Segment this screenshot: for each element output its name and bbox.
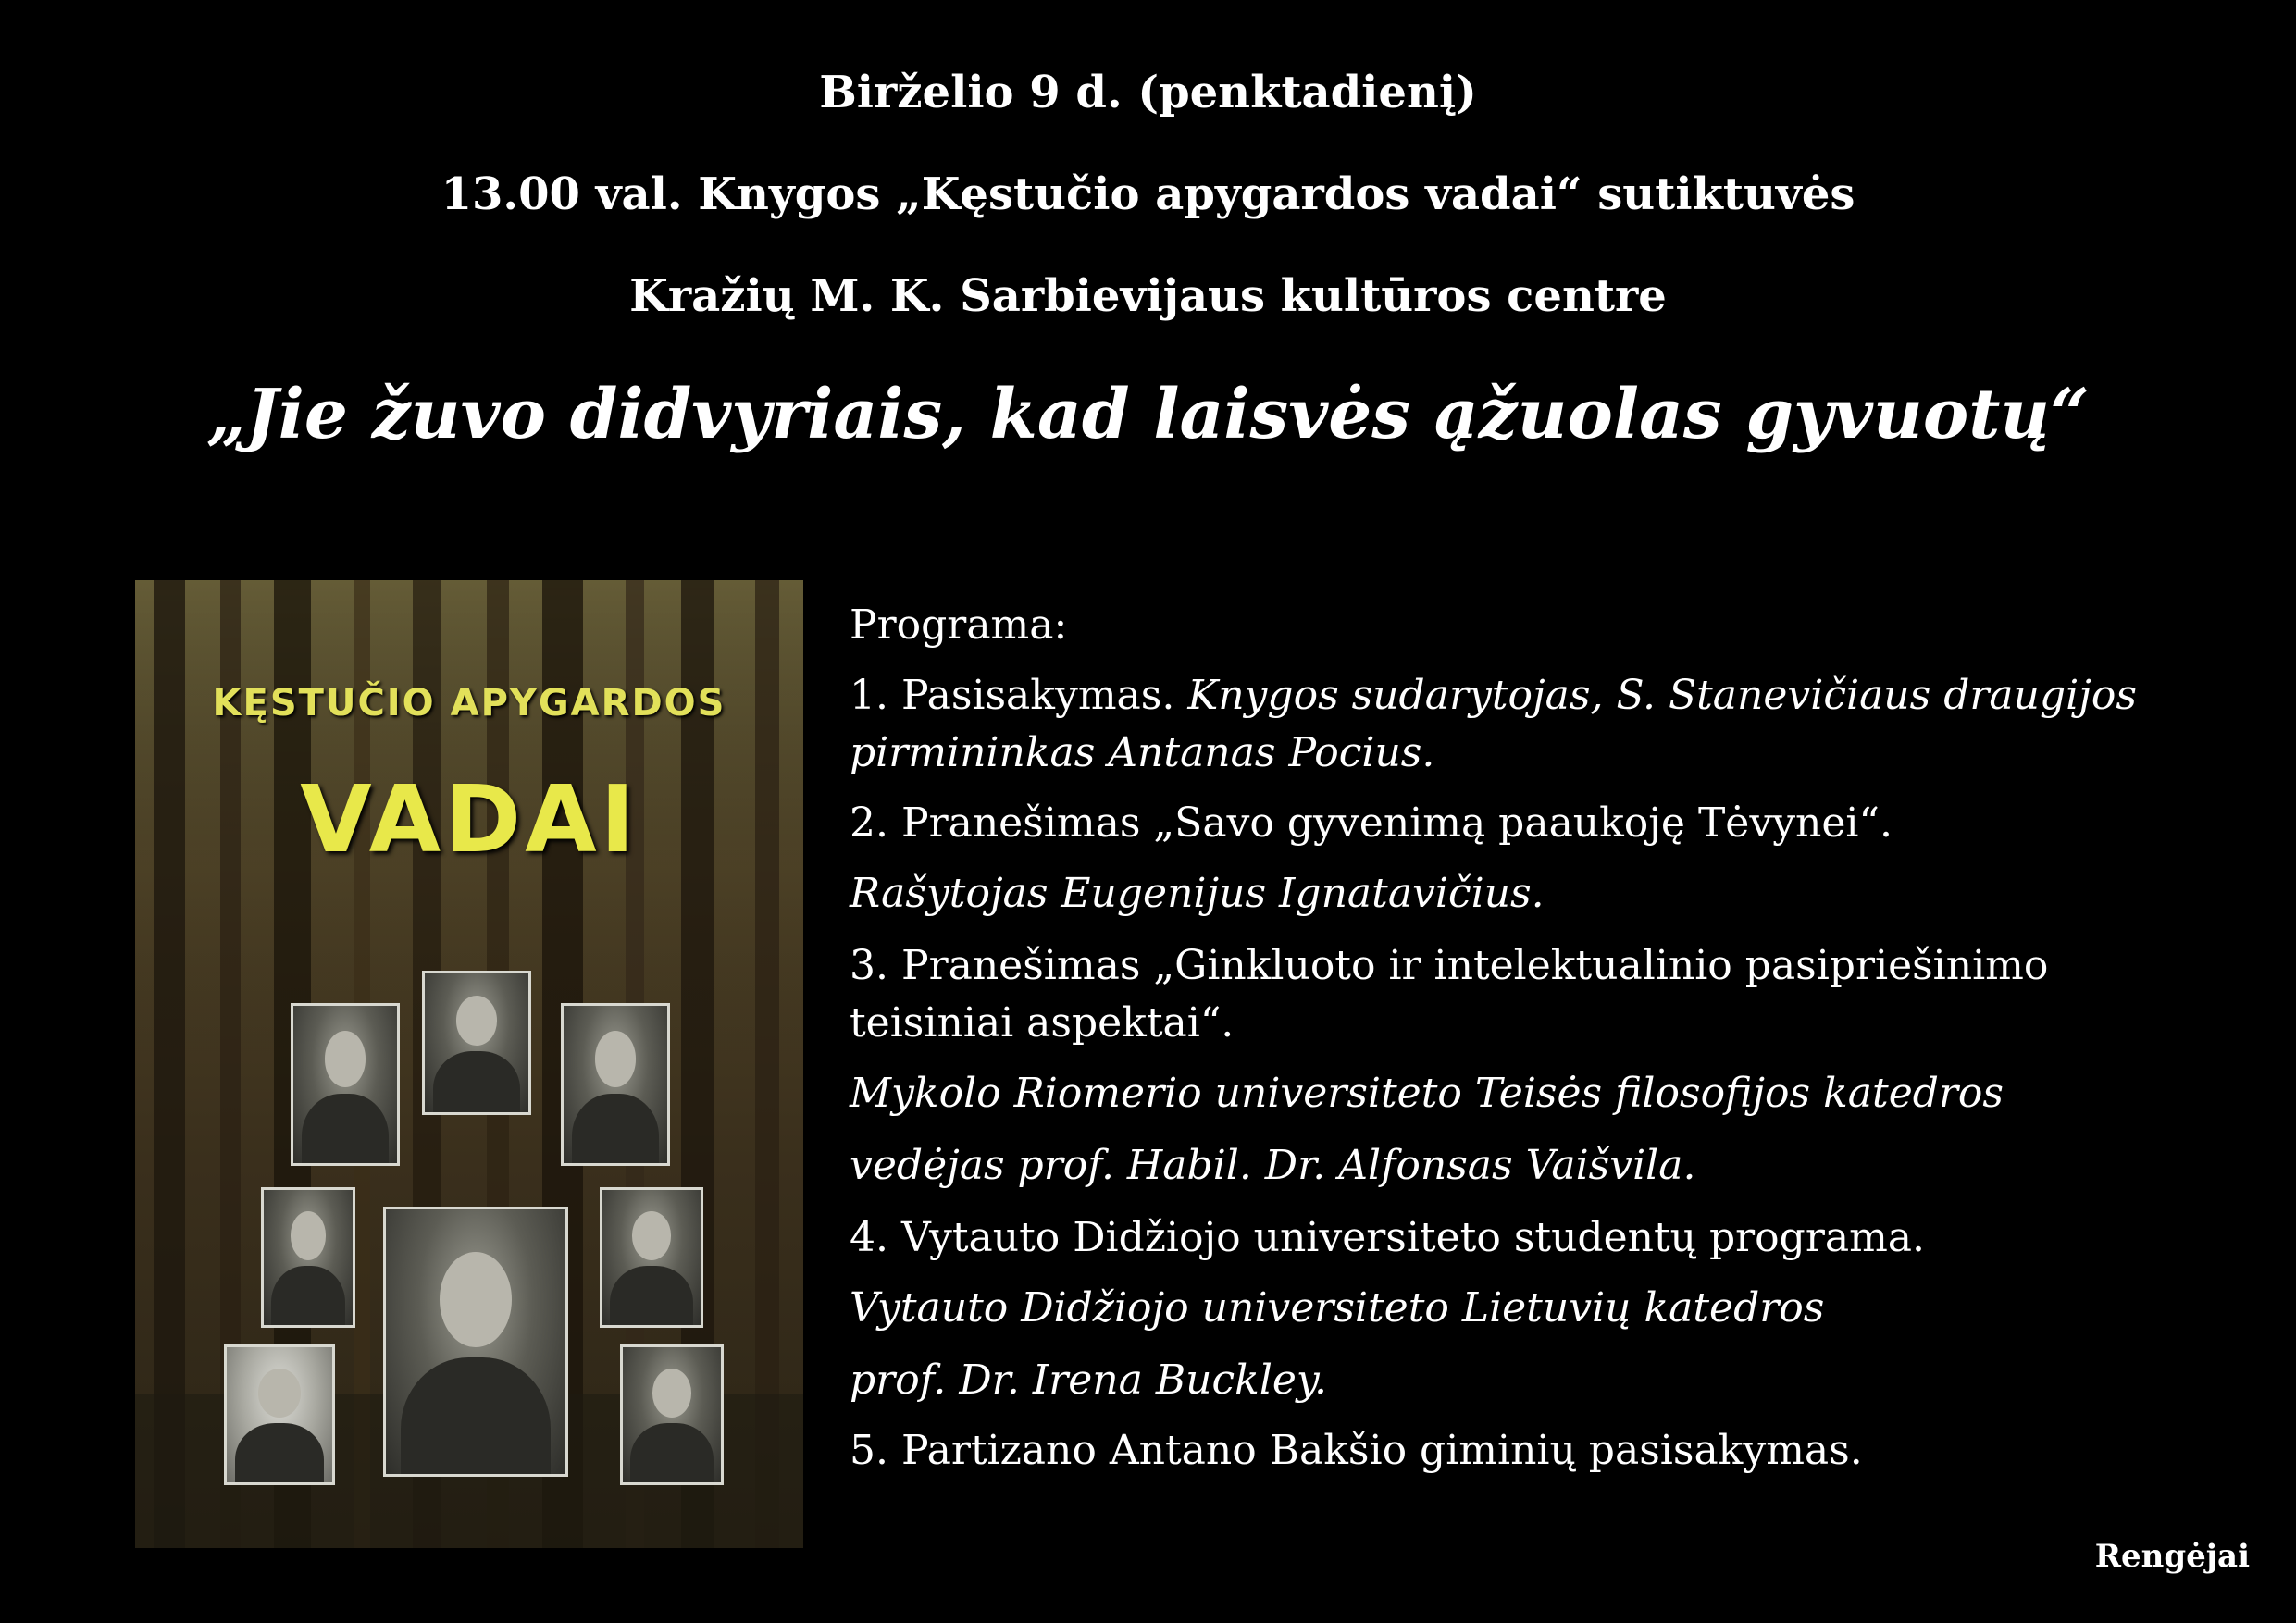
portrait-photo	[224, 1344, 335, 1485]
cover-title-top: KĘSTUČIO APYGARDOS	[212, 682, 726, 725]
program-item-1-label: 1. Pasisakymas.	[850, 672, 1175, 719]
program-item-1	[850, 672, 2137, 720]
portrait-photo	[600, 1187, 703, 1328]
book-cover-image	[135, 580, 803, 1548]
organizers-label: Rengėjai	[2094, 1538, 2250, 1575]
program-item-3-speaker-cont: vedėjas prof. Habil. Dr. Alfonsas Vaišvila.	[850, 1142, 1696, 1189]
program-item-1-speaker-cont: pirmininkas Antanas Pocius.	[850, 729, 1435, 776]
portrait-photo	[422, 971, 531, 1115]
portrait-photo	[561, 1003, 670, 1166]
program-item-5: 5. Partizano Antano Bakšio giminių pasisakymas.	[850, 1427, 1863, 1474]
program-heading: Programa:	[850, 601, 1068, 649]
program-item-2-speaker: Rašytojas Eugenijus Ignatavičius.	[850, 870, 1545, 917]
portrait-photo	[261, 1187, 355, 1328]
program-item-3: 3. Pranešimas „Ginkluoto ir intelektualinio pasipriešinimo	[850, 942, 2049, 989]
program-item-3-speaker: Mykolo Riomerio universiteto Teisės filosofijos katedros	[850, 1070, 2004, 1117]
portrait-photo	[620, 1344, 724, 1485]
portrait-photo	[291, 1003, 400, 1166]
motto-headline: „Jie žuvo didvyriais, kad laisvės ąžuolas gyvuotų“	[206, 375, 2090, 454]
program-item-4: 4. Vytauto Didžiojo universiteto studentų programa.	[850, 1214, 1926, 1261]
portrait-photo-main	[383, 1207, 568, 1477]
event-line: 13.00 val. Knygos „Kęstučio apygardos vadai“ sutiktuvės	[441, 168, 1855, 220]
venue-line: Kražių M. K. Sarbievijaus kultūros centre	[629, 270, 1667, 322]
cover-title-main: VADAI	[300, 765, 639, 873]
date-line: Birželio 9 d. (penktadienį)	[819, 67, 1477, 118]
program-item-4-speaker-cont: prof. Dr. Irena Buckley.	[850, 1357, 1327, 1404]
program-item-2: 2. Pranešimas „Savo gyvenimą paaukoję Tėvynei“.	[850, 799, 1893, 847]
program-item-4-speaker: Vytauto Didžiojo universiteto Lietuvių katedros	[850, 1284, 1825, 1332]
program-item-1-speaker: Knygos sudarytojas, S. Stanevičiaus draugijos	[1187, 672, 2137, 719]
program-item-3-cont: teisiniai aspektai“.	[850, 999, 1235, 1047]
